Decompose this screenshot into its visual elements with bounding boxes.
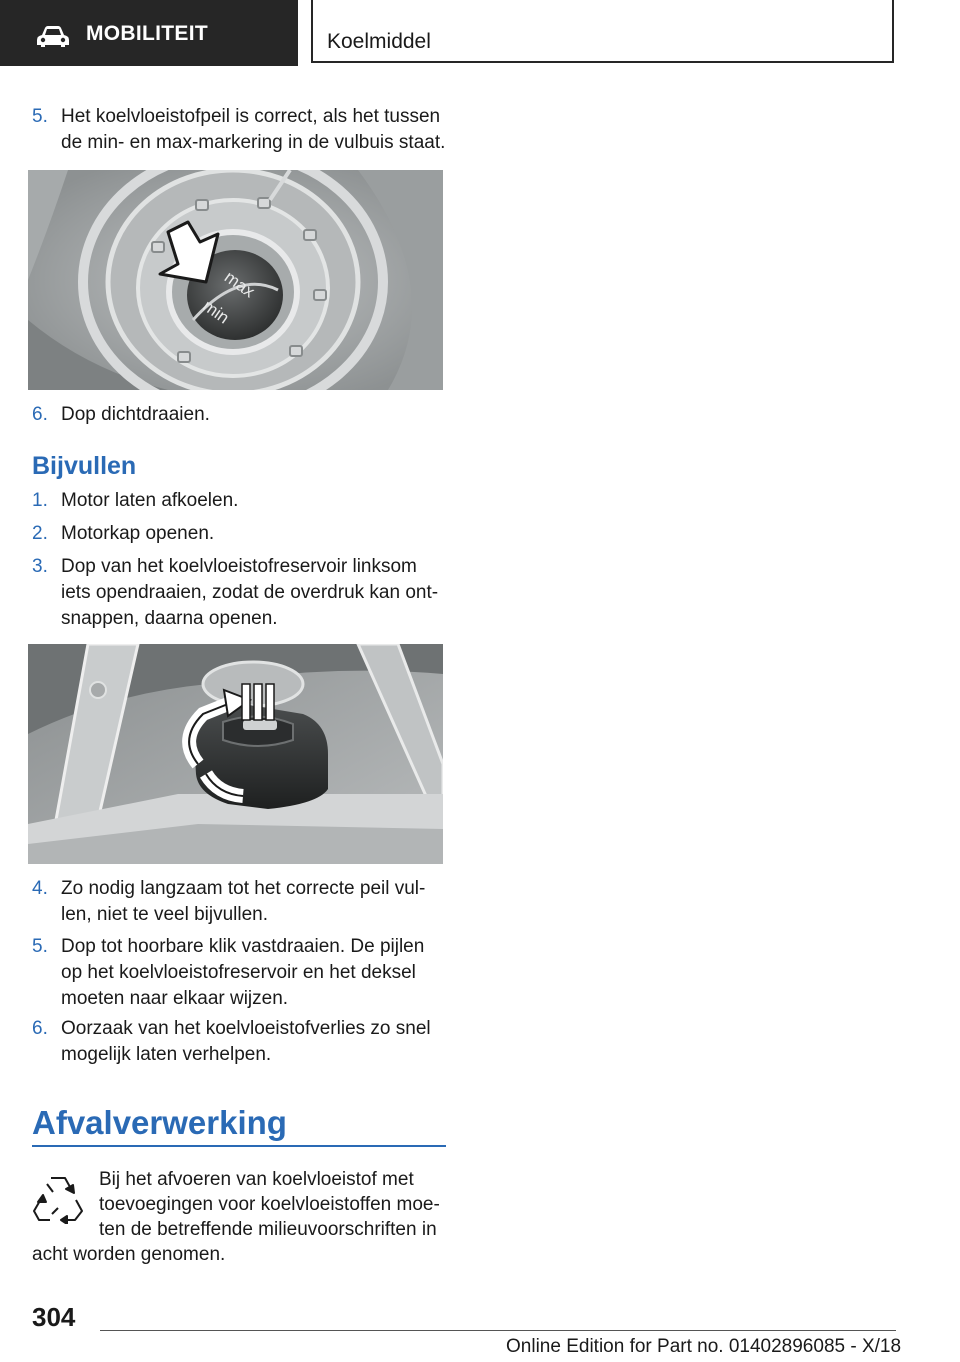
list-item <box>32 876 448 928</box>
list-item <box>32 402 448 428</box>
list-item <box>32 934 448 1012</box>
section-heading: Bijvullen <box>32 452 137 480</box>
coolant-level-figure <box>28 170 443 390</box>
heading-divider <box>32 1145 446 1147</box>
step-number: 6. <box>32 1018 48 1039</box>
step-text: Dop dichtdraaien. <box>61 404 210 425</box>
disposal-line: toevoegingen voor koelvloeistoffen moe- <box>99 1194 440 1215</box>
step-number: 2. <box>32 523 48 544</box>
step-text: Zo nodig langzaam tot het correcte peil vul- len, niet te veel bijvullen. <box>61 878 426 925</box>
step-number: 1. <box>32 490 48 511</box>
step-text: Motorkap openen. <box>61 523 215 544</box>
step-number: 4. <box>32 878 48 899</box>
reservoir-cap-figure <box>28 644 443 864</box>
chapter-tab[interactable] <box>0 0 298 66</box>
min-marking: min <box>199 296 233 328</box>
list-item <box>32 104 448 156</box>
step-text: Motor laten afkoelen. <box>61 490 239 511</box>
section-title: Koelmiddel <box>327 30 431 53</box>
footer-divider <box>100 1330 896 1331</box>
section-tab <box>311 0 894 63</box>
step-text: Het koelvloeistofpeil is correct, als het tussen de min- en max-markering in de vulbuis staat. <box>61 106 446 153</box>
page-number: 304 <box>32 1302 76 1332</box>
step-text: Dop van het koelvloeistofreservoir linksom iets opendraaien, zodat de overdruk kan ont- snappen, daarna openen. <box>61 556 439 629</box>
list-item <box>32 554 448 632</box>
step-number: 5. <box>32 936 48 957</box>
disposal-line: Bij het afvoeren van koelvloeistof met <box>99 1169 414 1190</box>
page-header <box>0 0 960 66</box>
disposal-line: ten de betreffende milieuvoorschriften in <box>99 1219 437 1240</box>
max-marking: max <box>220 267 259 302</box>
disposal-note <box>32 1167 446 1267</box>
step-number: 6. <box>32 404 48 425</box>
list-item <box>32 1016 448 1068</box>
edition-text: Online Edition for Part no. 01402896085 - X/18 <box>506 1336 902 1357</box>
disposal-line: acht worden genomen. <box>32 1244 226 1265</box>
list-item <box>32 521 448 547</box>
step-number: 3. <box>32 556 48 577</box>
step-text: Dop tot hoorbare klik vastdraaien. De pijlen op het koelvloeistofreservoir en het deksel moeten naar elkaar wijzen. <box>61 936 425 1009</box>
step-text: Oorzaak van het koelvloeistofverlies zo snel mogelijk laten verhelpen. <box>61 1018 431 1065</box>
car-icon <box>36 26 70 53</box>
chapter-title: MOBILITEIT <box>86 22 208 45</box>
step-number: 5. <box>32 106 48 127</box>
chapter-heading: Afvalverwerking <box>32 1104 287 1141</box>
list-item <box>32 488 448 514</box>
